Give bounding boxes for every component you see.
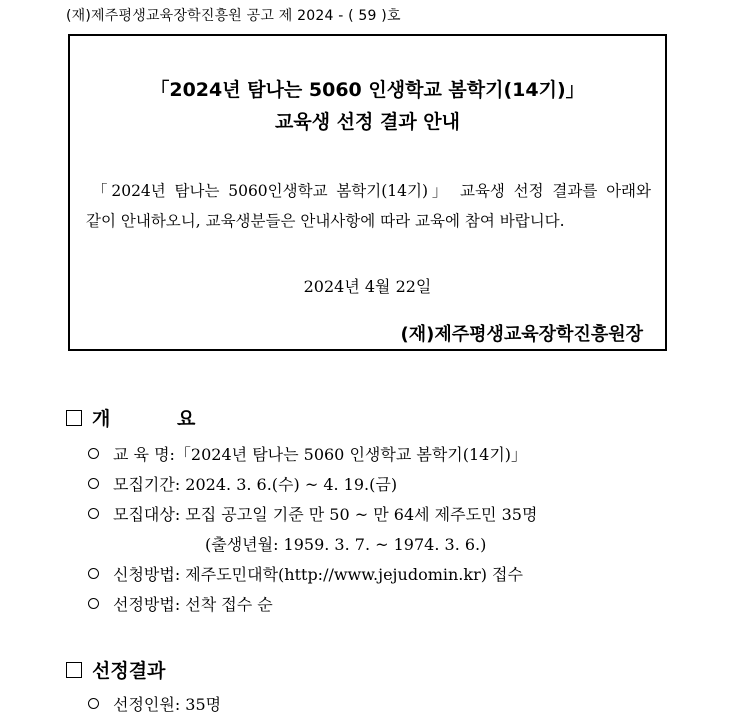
list-item-text: 선정인원: 35명 xyxy=(113,695,222,714)
sub-note: (출생년월: 1959. 3. 7. ~ 1974. 3. 6.) xyxy=(205,535,487,554)
notice-number: (재)제주평생교육장학진흥원 공고 제 2024 - ( 59 )호 xyxy=(66,8,401,24)
circle-bullet-icon xyxy=(88,448,99,459)
section-heading-result xyxy=(66,656,165,683)
title-line-2: 교육생 선정 결과 안내 xyxy=(274,111,461,133)
square-bullet-icon xyxy=(66,410,82,426)
section-title: 개 요 xyxy=(92,408,226,430)
circle-bullet-icon xyxy=(88,598,99,609)
body-line-2: 같이 안내하오니, 교육생분들은 안내사항에 따라 교육에 참여 바랍니다. xyxy=(86,212,565,230)
announcement-body xyxy=(86,176,651,236)
list-item xyxy=(88,592,273,615)
announcement-box xyxy=(68,34,667,351)
section-title: 선정결과 xyxy=(92,660,166,682)
circle-bullet-icon xyxy=(88,478,99,489)
square-bullet-icon xyxy=(66,662,82,678)
list-item-text: 선정방법: 선착 접수 순 xyxy=(113,595,273,614)
list-item xyxy=(88,562,523,585)
body-line-1: 「2024년 탐나는 5060인생학교 봄학기(14기)」 교육생 선정 결과를 아래와 xyxy=(92,182,651,200)
list-item-text: 교 육 명:「2024년 탐나는 5060 인생학교 봄학기(14기)」 xyxy=(113,445,528,464)
list-item xyxy=(88,692,221,715)
announcement-date: 2024년 4월 22일 xyxy=(303,277,432,296)
signature: (재)제주평생교육장학진흥원장 xyxy=(400,324,643,345)
list-item-text: 모집기간: 2024. 3. 6.(수) ~ 4. 19.(금) xyxy=(113,475,398,494)
circle-bullet-icon xyxy=(88,508,99,519)
list-item xyxy=(88,442,527,465)
title-line-1: 「2024년 탐나는 5060 인생학교 봄학기(14기)」 xyxy=(150,79,585,101)
list-item xyxy=(88,502,537,525)
circle-bullet-icon xyxy=(88,568,99,579)
list-item-text: 신청방법: 제주도민대학(http://www.jejudomin.kr) 접수 xyxy=(113,565,523,584)
section-heading-overview xyxy=(66,404,225,431)
list-item xyxy=(88,472,397,495)
announcement-title xyxy=(70,74,665,138)
list-item-text: 모집대상: 모집 공고일 기준 만 50 ~ 만 64세 제주도민 35명 xyxy=(113,505,538,524)
circle-bullet-icon xyxy=(88,698,99,709)
